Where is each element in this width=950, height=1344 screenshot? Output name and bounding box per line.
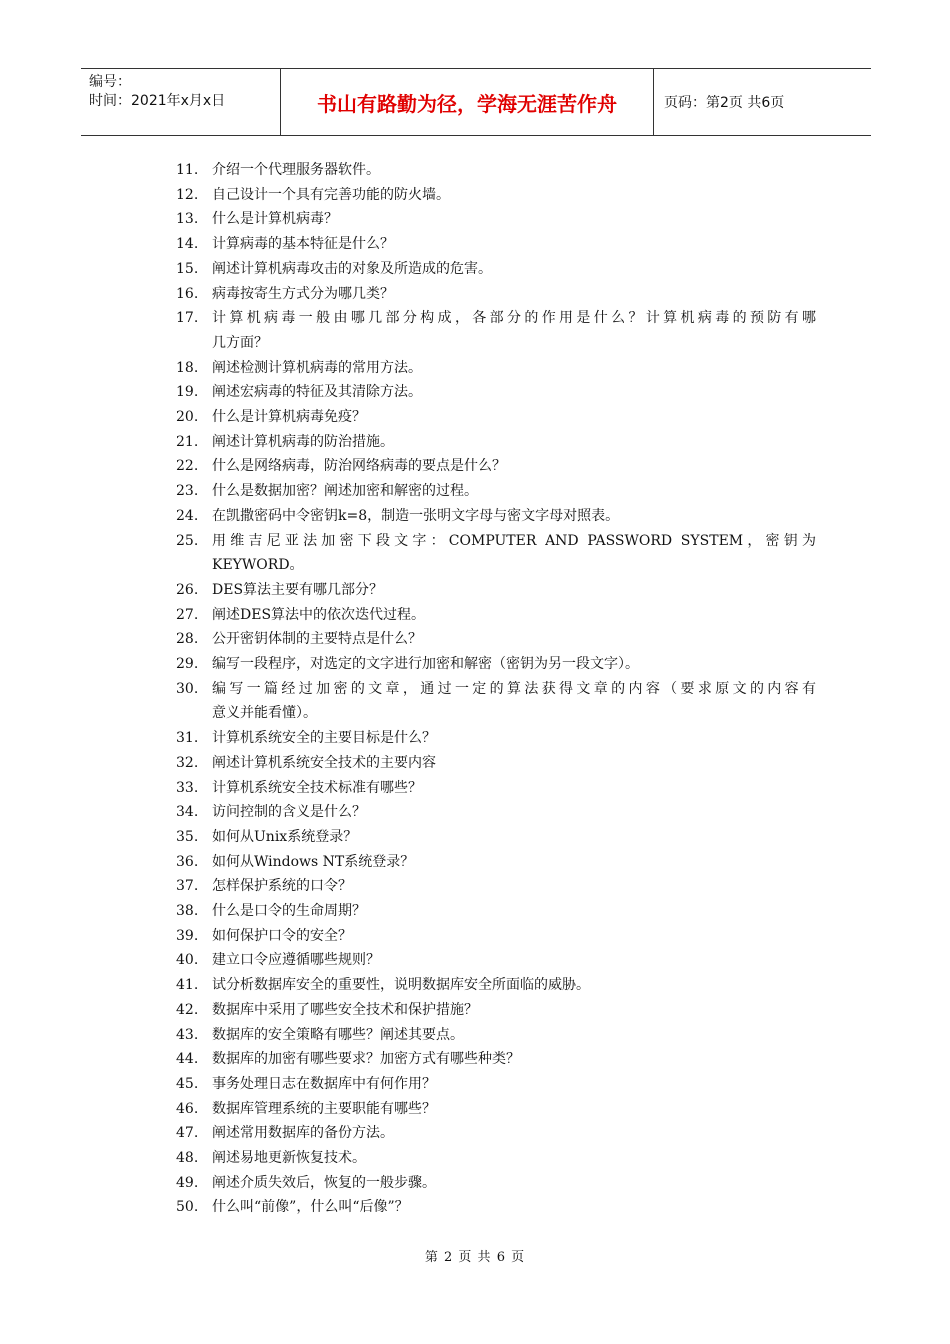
question-item (176, 751, 816, 776)
question-item (176, 578, 816, 603)
question-text-continuation: 几方面？ (212, 334, 268, 351)
question-item (176, 380, 816, 405)
question-text: 计算病毒的基本特征是什么？ (212, 236, 394, 253)
question-number: 12. (176, 186, 199, 203)
question-text: 什么是计算机病毒免疫？ (212, 409, 366, 425)
question-number: 17. (176, 310, 199, 327)
question-number: 13. (176, 211, 199, 228)
question-item (176, 282, 816, 307)
question-item (176, 800, 816, 825)
question-item (176, 1171, 816, 1196)
question-text: 试分析数据库安全的重要性，说明数据库安全所面临的威胁。 (212, 977, 590, 994)
question-number: 38. (176, 903, 199, 919)
question-item (176, 1072, 816, 1097)
question-item (176, 899, 816, 924)
question-text: 阐述计算机病毒的防治措施。 (212, 433, 394, 450)
question-item (176, 207, 816, 232)
question-item (176, 1047, 816, 1072)
question-number: 49. (176, 1174, 199, 1191)
page-header (81, 68, 871, 136)
question-item (176, 504, 816, 529)
question-text: 在凯撒密码中令密钥k=8，制造一张明文字母与密文字母对照表。 (212, 507, 620, 524)
question-number: 21. (176, 433, 199, 450)
question-number: 27. (176, 606, 199, 623)
question-item (176, 183, 816, 208)
question-number: 15. (176, 260, 199, 277)
header-page-info: 页码：第2页 共6页 (664, 95, 785, 111)
document-time-label: 时间：2021年x月x日 (89, 93, 226, 109)
question-item (176, 998, 816, 1023)
question-text: 什么是口令的生命周期？ (212, 903, 366, 919)
question-text: 阐述检测计算机病毒的常用方法。 (212, 359, 422, 376)
page-footer: 第 2 页 共 6 页 (424, 1250, 526, 1265)
question-item (176, 257, 816, 282)
question-number: 16. (176, 285, 199, 302)
question-text: 编写一篇经过加密的文章，通过一定的算法获得文章的内容（要求原文的内容有 (212, 680, 816, 697)
question-number: 48. (176, 1150, 199, 1166)
question-number: 31. (176, 730, 199, 747)
question-item (176, 825, 816, 850)
question-text: 如何保护口令的安全？ (212, 927, 352, 944)
question-number: 46. (176, 1100, 199, 1117)
question-text: 阐述易地更新恢复技术。 (212, 1150, 366, 1166)
question-number: 33. (176, 779, 199, 796)
question-text: 阐述宏病毒的特征及其清除方法。 (212, 384, 422, 401)
question-text: 阐述DES算法中的依次迭代过程。 (212, 606, 426, 623)
question-text: 自己设计一个具有完善功能的防火墙。 (212, 186, 450, 203)
question-item (176, 850, 816, 875)
question-text: 阐述计算机系统安全技术的主要内容 (212, 754, 436, 771)
question-number: 43. (176, 1026, 199, 1043)
question-text: 如何从Windows NT系统登录？ (212, 853, 415, 870)
question-text: 介绍一个代理服务器软件。 (212, 162, 380, 178)
question-text: 数据库中采用了哪些安全技术和保护措施？ (212, 1001, 478, 1018)
question-number: 18. (176, 359, 199, 376)
question-item (176, 479, 816, 504)
question-number: 35. (176, 828, 199, 845)
question-number: 30. (176, 680, 199, 697)
question-item (176, 603, 816, 628)
question-item (176, 232, 816, 257)
question-item (176, 874, 816, 899)
question-text: 计算机系统安全技术标准有哪些？ (212, 779, 422, 796)
question-item (176, 1146, 816, 1171)
question-item (176, 529, 816, 578)
question-item (176, 677, 816, 726)
question-number: 39. (176, 927, 199, 944)
question-number: 34. (176, 804, 199, 821)
question-text: 怎样保护系统的口令？ (212, 878, 352, 895)
question-text: 如何从Unix系统登录？ (212, 828, 358, 845)
question-number: 24. (176, 507, 199, 524)
question-number: 41. (176, 977, 199, 994)
question-item (176, 948, 816, 973)
question-item (176, 924, 816, 949)
question-text: 计算机系统安全的主要目标是什么？ (212, 730, 436, 747)
question-item (176, 405, 816, 430)
question-text: 建立口令应遵循哪些规则？ (212, 952, 380, 969)
question-text: 计算机病毒一般由哪几部分构成，各部分的作用是什么？计算机病毒的预防有哪 (212, 310, 816, 327)
question-text: 阐述常用数据库的备份方法。 (212, 1125, 394, 1142)
question-text: 什么是网络病毒，防治网络病毒的要点是什么？ (212, 458, 506, 475)
question-text: 什么叫“前像”，什么叫“后像”？ (212, 1199, 409, 1216)
document-code-label: 编号： (89, 74, 131, 90)
question-number: 40. (176, 952, 199, 969)
question-item (176, 1195, 816, 1220)
question-text: 阐述介质失效后，恢复的一般步骤。 (212, 1174, 436, 1191)
question-text: 事务处理日志在数据库中有何作用？ (212, 1075, 436, 1092)
question-item (176, 1121, 816, 1146)
question-text: 用维吉尼亚法加密下段文字：COMPUTER AND PASSWORD SYSTEM，密钥为 (212, 532, 816, 549)
question-number: 37. (176, 878, 199, 895)
header-motto: 书山有路勤为径，学海无涯苦作舟 (281, 69, 654, 135)
question-item (176, 306, 816, 355)
question-number: 20. (176, 409, 199, 425)
question-number: 50. (176, 1199, 199, 1216)
question-number: 11. (176, 162, 199, 178)
question-number: 32. (176, 754, 199, 771)
question-text-continuation: KEYWORD。 (212, 557, 304, 574)
question-item (176, 726, 816, 751)
question-number: 19. (176, 384, 199, 401)
question-number: 45. (176, 1075, 199, 1092)
question-item (176, 627, 816, 652)
question-item (176, 652, 816, 677)
question-number: 42. (176, 1001, 199, 1018)
question-number: 44. (176, 1051, 199, 1068)
question-item (176, 1023, 816, 1048)
question-item (176, 776, 816, 801)
question-text: 公开密钥体制的主要特点是什么？ (212, 631, 422, 648)
question-text: 什么是数据加密？阐述加密和解密的过程。 (212, 483, 478, 500)
question-text: 数据库管理系统的主要职能有哪些？ (212, 1100, 436, 1117)
question-number: 36. (176, 853, 199, 870)
question-text-continuation: 意义并能看懂）。 (212, 705, 317, 722)
question-text: 访问控制的含义是什么？ (212, 804, 366, 821)
question-item (176, 158, 816, 183)
question-text: 数据库的加密有哪些要求？加密方式有哪些种类？ (212, 1051, 520, 1068)
question-text: 数据库的安全策略有哪些？阐述其要点。 (212, 1026, 464, 1043)
question-number: 26. (176, 581, 199, 598)
question-number: 23. (176, 483, 199, 500)
question-item (176, 356, 816, 381)
question-item (176, 454, 816, 479)
question-text: DES算法主要有哪几部分？ (212, 581, 384, 598)
question-text: 什么是计算机病毒？ (212, 211, 338, 228)
question-text: 阐述计算机病毒攻击的对象及所造成的危害。 (212, 260, 492, 277)
header-info (81, 69, 281, 135)
question-number: 25. (176, 532, 199, 549)
question-text: 病毒按寄生方式分为哪几类？ (212, 285, 394, 302)
question-number: 28. (176, 631, 199, 648)
question-number: 14. (176, 236, 199, 253)
question-item (176, 1097, 816, 1122)
question-number: 22. (176, 458, 199, 475)
question-number: 29. (176, 656, 199, 672)
question-item (176, 973, 816, 998)
question-text: 编写一段程序，对选定的文字进行加密和解密（密钥为另一段文字）。 (212, 656, 639, 672)
question-item (176, 430, 816, 455)
question-number: 47. (176, 1125, 199, 1142)
